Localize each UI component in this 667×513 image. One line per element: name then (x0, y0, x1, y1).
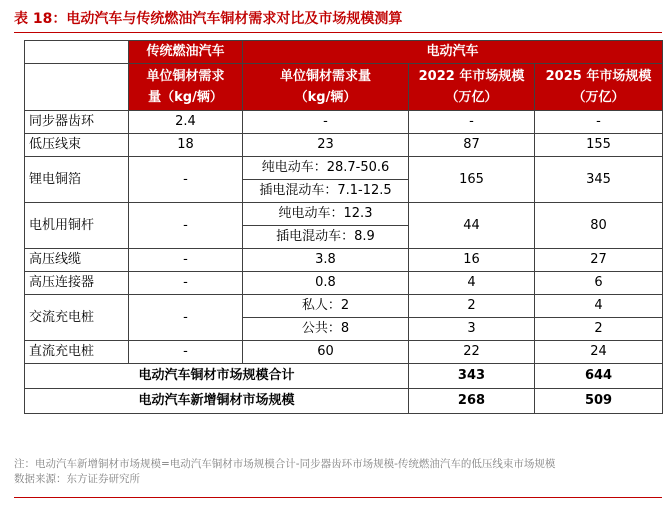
row-label: 锂电铜箔 (25, 157, 129, 203)
table-row (25, 295, 663, 318)
title-divider (14, 32, 662, 33)
header-group-ev: 电动汽车 (243, 41, 663, 64)
cell-2025-sub: 4 (535, 295, 663, 318)
cell-ice: - (129, 272, 243, 295)
row-label: 交流充电桩 (25, 295, 129, 341)
cell-2022: 16 (409, 249, 535, 272)
cell-2022: 4 (409, 272, 535, 295)
table-row (25, 203, 663, 226)
cell-2025: 345 (535, 157, 663, 203)
table-row (25, 341, 663, 364)
cell-ev-sub: 插电混动车：7.1-12.5 (243, 180, 409, 203)
cell-ice: - (129, 249, 243, 272)
row-label: 电机用铜杆 (25, 203, 129, 249)
table-notes (14, 457, 555, 487)
total-row (25, 389, 663, 414)
cell-2025: 24 (535, 341, 663, 364)
cell-ev-sub: 私人：2 (243, 295, 409, 318)
cell-ice: - (129, 295, 243, 341)
cell-2025: 6 (535, 272, 663, 295)
total-label: 电动汽车铜材市场规模合计 (25, 364, 409, 389)
cell-ev-sub: 公共：8 (243, 318, 409, 341)
cell-2025-sub: 2 (535, 318, 663, 341)
header-corner (25, 41, 129, 64)
total-2025: 509 (535, 389, 663, 414)
table-row (25, 111, 663, 134)
table-title: 表 18：电动汽车与传统燃油汽车铜材需求对比及市场规模测算 (14, 11, 403, 27)
cell-2022: 87 (409, 134, 535, 157)
table-row (25, 157, 663, 180)
cell-ev: 3.8 (243, 249, 409, 272)
cell-2025: 80 (535, 203, 663, 249)
total-label: 电动汽车新增铜材市场规模 (25, 389, 409, 414)
note-line: 注：电动汽车新增铜材市场规模=电动汽车铜材市场规模合计-同步器齿环市场规模-传统燃油汽车的低压线束市场规模 (14, 458, 556, 470)
row-label: 高压线缆 (25, 249, 129, 272)
bottom-divider (14, 497, 662, 498)
cell-ice: - (129, 203, 243, 249)
header-ev-unit: 单位铜材需求量（kg/辆） (243, 64, 409, 111)
cell-ice: - (129, 157, 243, 203)
row-label: 直流充电桩 (25, 341, 129, 364)
cell-2022: - (409, 111, 535, 134)
cell-ev-sub: 纯电动车：12.3 (243, 203, 409, 226)
cell-ice: 18 (129, 134, 243, 157)
header-market-2025: 2025 年市场规模（万亿） (535, 64, 663, 111)
cell-ice: 2.4 (129, 111, 243, 134)
cell-2022: 22 (409, 341, 535, 364)
cell-ev: 23 (243, 134, 409, 157)
row-label: 同步器齿环 (25, 111, 129, 134)
copper-demand-table (24, 40, 663, 414)
row-label: 低压线束 (25, 134, 129, 157)
header-group-ice: 传统燃油汽车 (129, 41, 243, 64)
header-corner-2 (25, 64, 129, 111)
total-2025: 644 (535, 364, 663, 389)
cell-2022: 44 (409, 203, 535, 249)
table-row (25, 272, 663, 295)
cell-ev: - (243, 111, 409, 134)
cell-2025: 155 (535, 134, 663, 157)
row-label: 高压连接器 (25, 272, 129, 295)
cell-ev: 60 (243, 341, 409, 364)
cell-2025: - (535, 111, 663, 134)
header-market-2022: 2022 年市场规模（万亿） (409, 64, 535, 111)
cell-2025: 27 (535, 249, 663, 272)
cell-ev-sub: 纯电动车：28.7-50.6 (243, 157, 409, 180)
header-ice-unit: 单位铜材需求量（kg/辆） (129, 64, 243, 111)
cell-2022: 165 (409, 157, 535, 203)
source-line: 数据来源：东方证券研究所 (14, 473, 140, 485)
cell-ice: - (129, 341, 243, 364)
cell-ev: 0.8 (243, 272, 409, 295)
total-2022: 268 (409, 389, 535, 414)
cell-2022-sub: 3 (409, 318, 535, 341)
total-row (25, 364, 663, 389)
total-2022: 343 (409, 364, 535, 389)
table-row (25, 249, 663, 272)
cell-ev-sub: 插电混动车：8.9 (243, 226, 409, 249)
cell-2022-sub: 2 (409, 295, 535, 318)
table-row (25, 134, 663, 157)
